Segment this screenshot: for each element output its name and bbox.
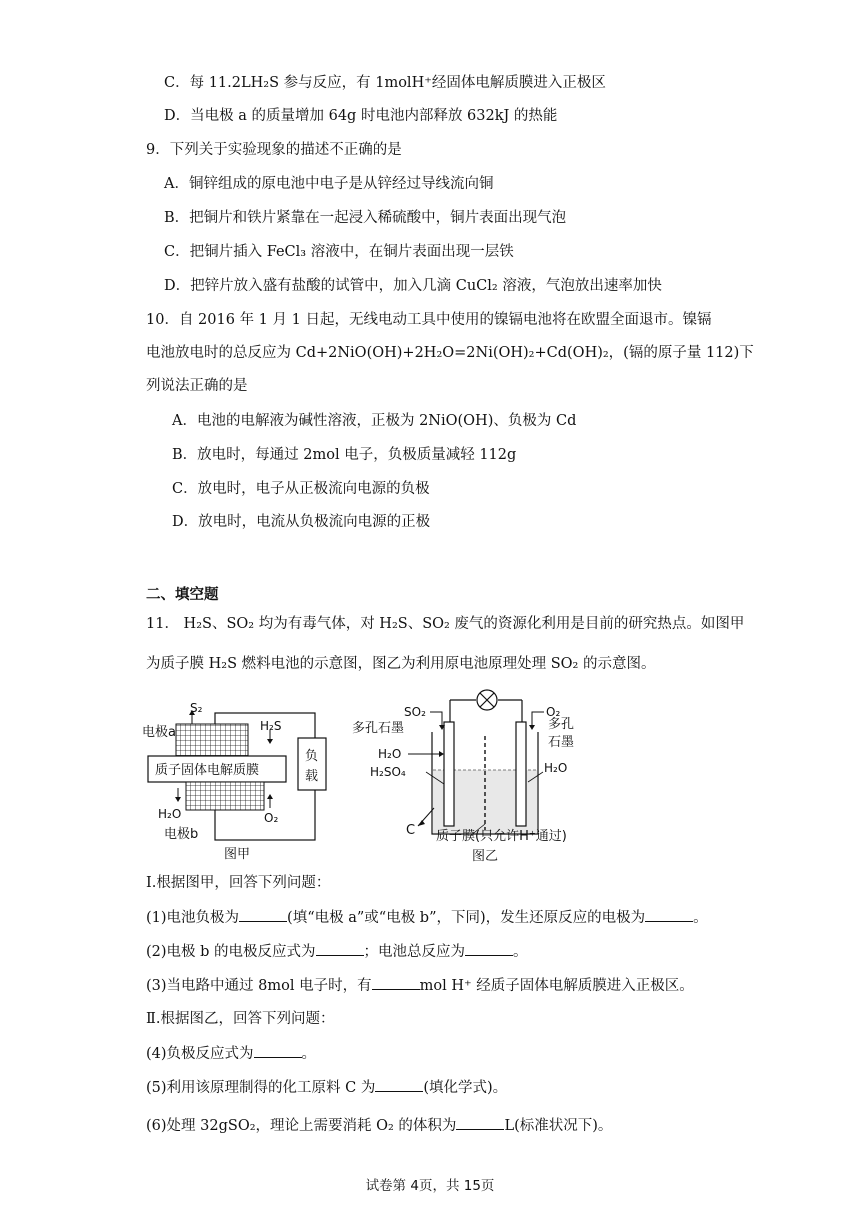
q11-sub6 — [146, 1115, 612, 1136]
answer-blank[interactable] — [375, 1077, 423, 1092]
graphite-right-label-2: 石墨 — [548, 735, 575, 750]
o2-label: O₂ — [264, 811, 279, 825]
q10-option-d: D．放电时，电流从负极流向电源的正极 — [172, 514, 431, 530]
q11-sub3-text-a: (3)当电路中通过 8mol 电子时，有 — [146, 978, 372, 994]
q11-sub4 — [146, 1043, 316, 1064]
h2so4-label: H₂SO₄ — [370, 765, 406, 779]
figure-yi-caption: 图乙 — [472, 849, 499, 864]
answer-blank[interactable] — [456, 1115, 504, 1130]
graphite-left-label: 多孔石墨 — [352, 721, 405, 736]
q9-option-a: A．铜锌组成的原电池中电子是从锌经过导线流向铜 — [164, 176, 494, 192]
q11-sub5-text-a: (5)利用该原理制得的化工原料 C 为 — [146, 1080, 376, 1096]
q9-option-c: C．把铜片插入 FeCl₃ 溶液中，在铜片表面出现一层铁 — [164, 244, 514, 260]
membrane-label: 质子固体电解质膜 — [155, 763, 260, 778]
q11-sub4-text-a: (4)负极反应式为 — [146, 1046, 254, 1062]
q11-sub3 — [146, 975, 694, 996]
part2-heading: Ⅱ.根据图乙，回答下列问题： — [146, 1011, 335, 1027]
q10-stem-line2: 电池放电时的总反应为 Cd+2NiO(OH)+2H₂O=2Ni(OH)₂+Cd(OH)₂，(镉的原子量 112)下 — [146, 345, 754, 361]
q11-sub6-text-b: L(标准状况下)。 — [504, 1118, 613, 1134]
figure-jia-caption: 图甲 — [224, 847, 251, 862]
q11-stem-line1: 11． H₂S、SO₂ 均为有毒气体，对 H₂S、SO₂ 废气的资源化利用是目前的研究热点。如图甲 — [146, 616, 745, 632]
q8-option-d: D．当电极 a 的质量增加 64g 时电池内部释放 632kJ 的热能 — [164, 108, 558, 124]
section-heading: 二、填空题 — [146, 587, 219, 603]
q11-sub1-text-b: (填“电极 a”或“电极 b”，下同)，发生还原反应的电极为 — [287, 910, 646, 926]
electrode-a-label: 电极a — [142, 725, 176, 740]
q11-sub4-text-b: 。 — [301, 1046, 317, 1062]
q11-sub5 — [146, 1077, 507, 1098]
q10-option-a: A．电池的电解液为碱性溶液，正极为 2NiO(OH)、负极为 Cd — [172, 413, 577, 429]
q11-sub2-text-b: ；电池总反应为 — [363, 944, 466, 960]
q10-stem-line3: 列说法正确的是 — [146, 378, 248, 394]
q11-sub2-text-c: 。 — [513, 944, 528, 960]
s2-label: S₂ — [190, 701, 203, 715]
part1-heading: Ⅰ.根据图甲，回答下列问题： — [146, 875, 331, 891]
yi-o2-label: O₂ — [546, 705, 561, 719]
figure-yi — [348, 684, 600, 866]
q10-option-c: C．放电时，电子从正极流向电源的负极 — [172, 481, 430, 497]
h2o-label: H₂O — [158, 807, 182, 821]
page-footer: 试卷第 4页，共 15页 — [365, 1178, 495, 1194]
q11-sub1-text-c: 。 — [693, 910, 708, 926]
q11-stem-line2: 为质子膜 H₂S 燃料电池的示意图，图乙为利用原电池原理处理 SO₂ 的示意图。 — [146, 656, 656, 672]
h2s-label: H₂S — [260, 719, 282, 733]
answer-blank[interactable] — [254, 1043, 302, 1058]
answer-blank[interactable] — [372, 975, 420, 990]
q9-option-b: B．把铜片和铁片紧靠在一起浸入稀硫酸中，铜片表面出现气泡 — [164, 210, 567, 226]
q11-sub3-text-b: mol H⁺ 经质子固体电解质膜进入正极区。 — [419, 978, 694, 994]
q11-sub1 — [146, 907, 708, 928]
membrane-note: 质子膜(只允许H⁺通过) — [436, 829, 567, 844]
load-label-1: 负 — [305, 749, 319, 764]
answer-blank[interactable] — [316, 941, 364, 956]
q8-option-c: C．每 11.2LH₂S 参与反应，有 1molH⁺经固体电解质膜进入正极区 — [164, 75, 606, 91]
load-label-2: 载 — [305, 769, 319, 784]
answer-blank[interactable] — [645, 907, 693, 922]
answer-blank[interactable] — [465, 941, 513, 956]
h2o-right-label: H₂O — [544, 761, 568, 775]
figure-jia — [140, 700, 330, 865]
answer-blank[interactable] — [239, 907, 287, 922]
q10-option-b: B．放电时，每通过 2mol 电子，负极质量减轻 112g — [172, 447, 517, 463]
h2o-left-label: H₂O — [378, 747, 402, 761]
q9-option-d: D．把锌片放入盛有盐酸的试管中，加入几滴 CuCl₂ 溶液，气泡放出速率加快 — [164, 278, 662, 294]
q10-stem-line1: 10．自 2016 年 1 月 1 日起，无线电动工具中使用的镍镉电池将在欧盟全面退市。镍镉 — [146, 312, 712, 328]
product-c-label: C — [406, 823, 416, 838]
graphite-right-label-1: 多孔 — [548, 717, 575, 732]
electrode-b-label: 电极b — [164, 827, 199, 842]
q9-stem: 9．下列关于实验现象的描述不正确的是 — [146, 142, 402, 158]
q11-sub2 — [146, 941, 528, 962]
q11-sub1-text-a: (1)电池负极为 — [146, 910, 240, 926]
q11-sub6-text-a: (6)处理 32gSO₂，理论上需要消耗 O₂ 的体积为 — [146, 1118, 457, 1134]
q11-sub5-text-b: (填化学式)。 — [423, 1080, 508, 1096]
q11-sub2-text-a: (2)电极 b 的电极反应式为 — [146, 944, 316, 960]
so2-label: SO₂ — [404, 705, 426, 719]
